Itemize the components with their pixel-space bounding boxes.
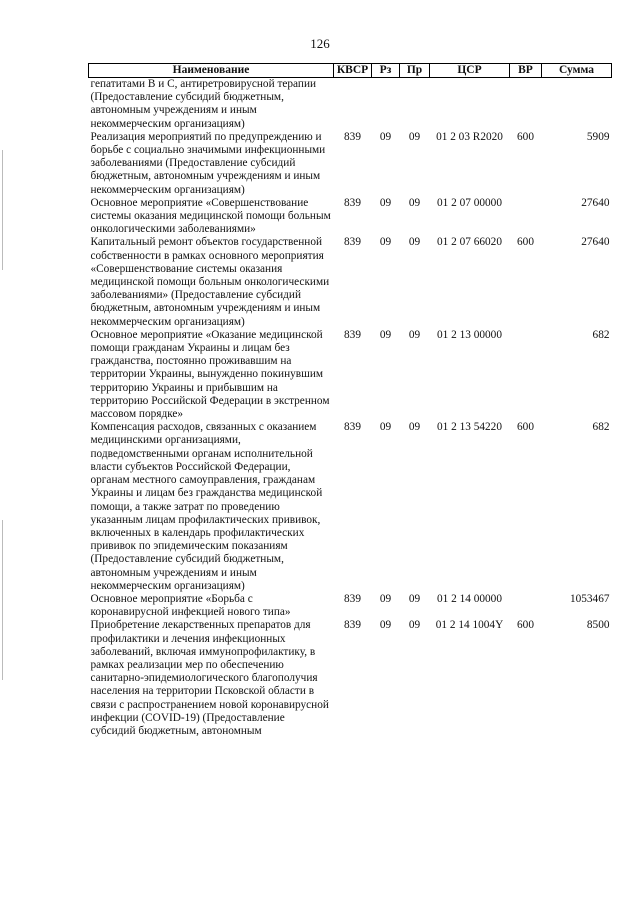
row-sum: 8500	[586, 619, 610, 632]
row-rz: 09	[379, 196, 392, 209]
row-sum: 682	[592, 328, 610, 341]
row-csr: 01 2 13 00000	[437, 328, 502, 341]
table-row	[89, 619, 612, 738]
row-sum: 27640	[581, 196, 610, 209]
row-vr: 600	[517, 619, 534, 632]
row-pr: 09	[408, 130, 421, 143]
row-rz: 09	[379, 619, 392, 632]
header-name: Наименование	[89, 64, 334, 78]
row-name: Основное мероприятие «Оказание медицинской помощи гражданам Украины и лицам без гражданства, постоянно проживавшим на территории Украины, вынужденно покинувшим территорию Украины и прибывшим на территорию Российской Федерации в экстренном массовом порядке»	[90, 328, 330, 421]
scan-edge-mark	[2, 150, 3, 270]
row-pr	[400, 78, 430, 131]
row-csr: 01 2 07 66020	[437, 236, 502, 249]
table-header-row	[89, 64, 612, 78]
row-name: Приобретение лекарственных препаратов для профилактики и лечения инфекционных заболеваний, включая иммунопрофилактику, в рамках реализации мер по обеспечению санитарно-эпидемиологического благополучия населения на территории Псковской области в связи с распространением новой коронавирусной инфекции (COVID-19) (Предоставление субсидий бюджетным, автономным	[90, 619, 329, 737]
table-row	[89, 593, 612, 619]
row-name: Основное мероприятие «Борьба с коронавирусной инфекцией нового типа»	[90, 592, 291, 619]
budget-table	[88, 63, 612, 738]
row-kvsr: 839	[344, 619, 361, 632]
table-row	[89, 197, 612, 237]
row-kvsr: 839	[344, 236, 361, 249]
row-csr: 01 2 13 54220	[437, 421, 502, 434]
row-vr	[510, 197, 542, 237]
table-row	[89, 78, 612, 131]
table-row	[89, 131, 612, 197]
row-csr: 01 2 07 00000	[437, 196, 502, 209]
header-sum: Сумма	[542, 64, 612, 78]
row-rz: 09	[379, 130, 392, 143]
row-pr: 09	[408, 592, 421, 605]
row-vr: 600	[517, 236, 534, 249]
row-kvsr: 839	[344, 130, 361, 143]
row-csr: 01 2 14 00000	[437, 592, 502, 605]
row-rz: 09	[379, 236, 392, 249]
page-number: 126	[310, 36, 330, 51]
header-rz: Рз	[372, 64, 400, 78]
row-rz: 09	[379, 592, 392, 605]
row-sum: 1053467	[569, 592, 610, 605]
header-vr: ВР	[510, 64, 542, 78]
row-sum: 5909	[586, 130, 610, 143]
row-rz	[372, 78, 400, 131]
row-vr: 600	[517, 130, 534, 143]
row-kvsr: 839	[344, 421, 361, 434]
table-row	[89, 329, 612, 421]
header-kvsr: КВСР	[334, 64, 372, 78]
row-vr	[510, 78, 542, 131]
row-rz: 09	[379, 328, 392, 341]
row-sum	[542, 78, 612, 131]
row-pr: 09	[408, 328, 421, 341]
row-csr: 01 2 14 1004Y	[435, 619, 504, 632]
row-sum: 682	[592, 421, 610, 434]
row-kvsr	[334, 78, 372, 131]
table-row	[89, 421, 612, 593]
row-name: Реализация мероприятий по предупреждению и борьбе с социально значимыми инфекционными заболеваниями (Предоставление субсидий бюджетным, автономным учреждениям и иным некоммерческим организациям)	[90, 130, 326, 196]
row-kvsr: 839	[344, 196, 361, 209]
row-pr: 09	[408, 619, 421, 632]
row-sum: 27640	[581, 236, 610, 249]
row-pr: 09	[408, 421, 421, 434]
scan-edge-mark	[2, 520, 3, 680]
row-vr	[510, 329, 542, 421]
row-name: гепатитами В и С, антиретровирусной терапии (Предоставление субсидий бюджетным, автономным учреждениям и иным некоммерческим организациям)	[90, 78, 317, 130]
row-name: Компенсация расходов, связанных с оказанием медицинскими организациями, подведомственными органам исполнительной власти субъектов Российской Федерации, органам местного самоуправления, гражданам Украины и лицам без гражданства медицинской помощи, а также затрат по проведению указанным лицам профилактических прививок, включенных в календарь профилактических прививок по эпидемическим показаниям (Предоставление субсидий бюджетным, автономным учреждениям и иным некоммерческим организациям)	[90, 421, 323, 592]
row-vr	[510, 593, 542, 619]
row-kvsr: 839	[344, 328, 361, 341]
row-rz: 09	[379, 421, 392, 434]
row-vr: 600	[517, 421, 534, 434]
row-name: Капитальный ремонт объектов государственной собственности в рамках основного мероприятия «Совершенствование системы оказания медицинской помощи больным онкологическими заболеваниями» (Предоставление субсидий бюджетным, автономным учреждениям и иным некоммерческим организациям)	[90, 236, 330, 328]
row-pr: 09	[408, 236, 421, 249]
table-row	[89, 236, 612, 328]
row-pr: 09	[408, 196, 421, 209]
row-csr	[430, 78, 510, 131]
row-kvsr: 839	[344, 592, 361, 605]
row-csr: 01 2 03 R2020	[436, 130, 503, 143]
header-pr: Пр	[400, 64, 430, 78]
row-name: Основное мероприятие «Совершенствование системы оказания медицинской помощи больным онкологическими заболеваниями»	[90, 196, 331, 236]
header-csr: ЦСР	[430, 64, 510, 78]
